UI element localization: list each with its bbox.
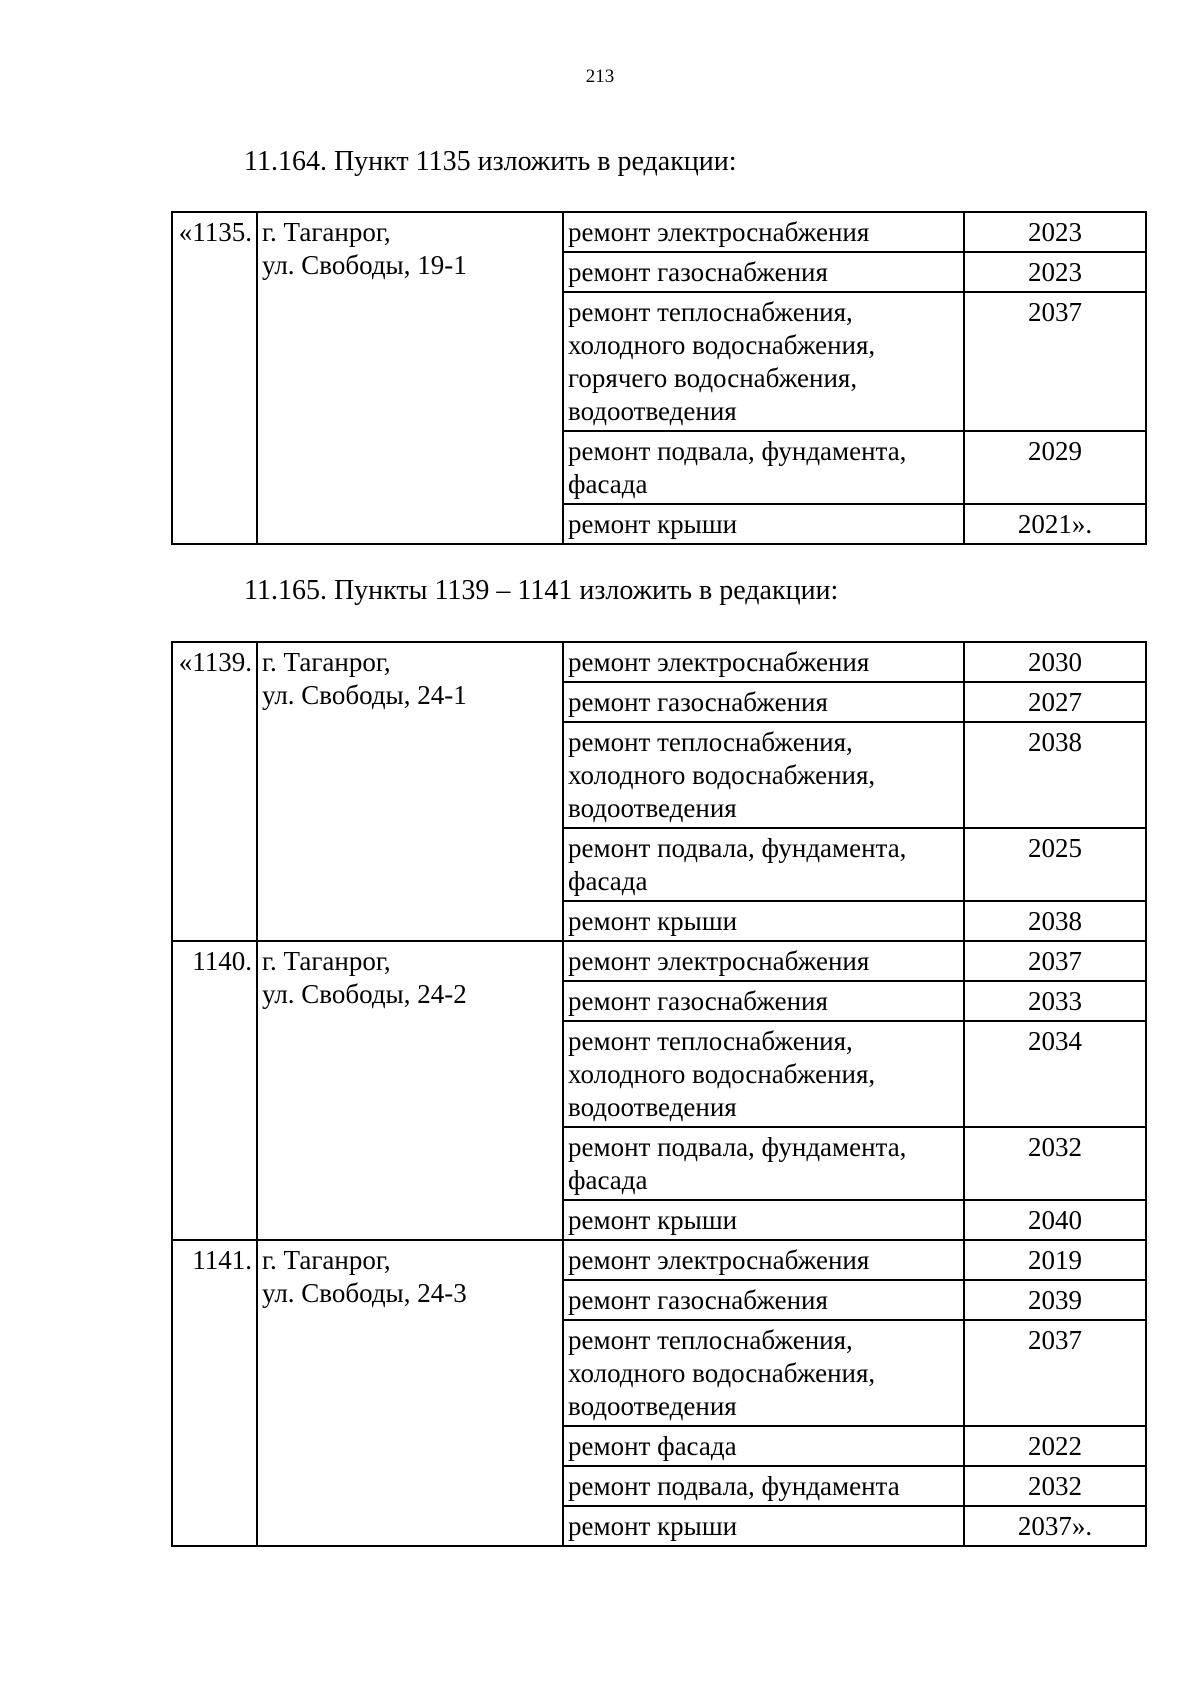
work-type: ремонт газоснабжения <box>563 1280 964 1320</box>
work-schedule-table-1135 <box>171 211 1147 545</box>
work-year: 2032 <box>964 1466 1146 1506</box>
address-line: г. Таганрог, <box>262 217 391 247</box>
address-line: г. Таганрог, <box>262 946 391 976</box>
item-number: 1140. <box>172 941 257 1240</box>
work-type: ремонт подвала, фундамента <box>563 1466 964 1506</box>
work-type: ремонт газоснабжения <box>563 682 964 722</box>
work-year: 2037». <box>964 1506 1146 1546</box>
table-row <box>172 642 1146 682</box>
work-year: 2029 <box>964 431 1146 504</box>
work-type: ремонт фасада <box>563 1426 964 1466</box>
work-year: 2037 <box>964 941 1146 981</box>
work-type: ремонт электроснабжения <box>563 642 964 682</box>
work-year: 2023 <box>964 252 1146 292</box>
address-line: ул. Свободы, 24-2 <box>262 979 467 1009</box>
work-year: 2038 <box>964 722 1146 828</box>
work-type: ремонт газоснабжения <box>563 981 964 1021</box>
work-type: ремонт электроснабжения <box>563 212 964 252</box>
work-year: 2034 <box>964 1021 1146 1127</box>
work-type: ремонт теплоснабжения, холодного водоснабжения, водоотведения <box>563 1021 964 1127</box>
work-year: 2022 <box>964 1426 1146 1466</box>
address-line: ул. Свободы, 24-3 <box>262 1278 467 1308</box>
address-line: г. Таганрог, <box>262 1245 391 1275</box>
work-type: ремонт теплоснабжения, холодного водоснабжения, водоотведения <box>563 722 964 828</box>
work-type: ремонт подвала, фундамента, фасада <box>563 431 964 504</box>
table-row <box>172 941 1146 981</box>
item-address <box>257 642 563 941</box>
work-type: ремонт крыши <box>563 1200 964 1240</box>
address-line: г. Таганрог, <box>262 647 391 677</box>
item-number: «1139. <box>172 642 257 941</box>
table-row <box>172 212 1146 252</box>
work-type: ремонт электроснабжения <box>563 1240 964 1280</box>
work-year: 2039 <box>964 1280 1146 1320</box>
work-type: ремонт электроснабжения <box>563 941 964 981</box>
work-year: 2019 <box>964 1240 1146 1280</box>
work-type: ремонт газоснабжения <box>563 252 964 292</box>
item-number: «1135. <box>172 212 257 544</box>
work-year: 2025 <box>964 828 1146 901</box>
section-heading-11-164: 11.164. Пункт 1135 изложить в редакции: <box>244 146 737 177</box>
work-type: ремонт подвала, фундамента, фасада <box>563 1127 964 1200</box>
work-year: 2038 <box>964 901 1146 941</box>
work-year: 2023 <box>964 212 1146 252</box>
table-row <box>172 1240 1146 1280</box>
item-address <box>257 1240 563 1546</box>
work-schedule-table-1139-1141 <box>171 641 1147 1547</box>
item-address <box>257 941 563 1240</box>
address-line: ул. Свободы, 19-1 <box>262 250 467 280</box>
work-type: ремонт подвала, фундамента, фасада <box>563 828 964 901</box>
work-type: ремонт теплоснабжения, холодного водоснабжения, водоотведения <box>563 1320 964 1426</box>
work-year: 2021». <box>964 504 1146 544</box>
work-type: ремонт крыши <box>563 901 964 941</box>
work-year: 2037 <box>964 1320 1146 1426</box>
work-year: 2030 <box>964 642 1146 682</box>
work-type: ремонт крыши <box>563 1506 964 1546</box>
work-year: 2032 <box>964 1127 1146 1200</box>
work-year: 2037 <box>964 292 1146 431</box>
work-year: 2033 <box>964 981 1146 1021</box>
section-heading-11-165: 11.165. Пункты 1139 – 1141 изложить в редакции: <box>244 575 839 606</box>
address-line: ул. Свободы, 24-1 <box>262 680 467 710</box>
work-type: ремонт крыши <box>563 504 964 544</box>
work-type: ремонт теплоснабжения, холодного водоснабжения, горячего водоснабжения, водоотведения <box>563 292 964 431</box>
item-address <box>257 212 563 544</box>
page-number: 213 <box>585 66 615 87</box>
work-year: 2040 <box>964 1200 1146 1240</box>
work-year: 2027 <box>964 682 1146 722</box>
item-number: 1141. <box>172 1240 257 1546</box>
